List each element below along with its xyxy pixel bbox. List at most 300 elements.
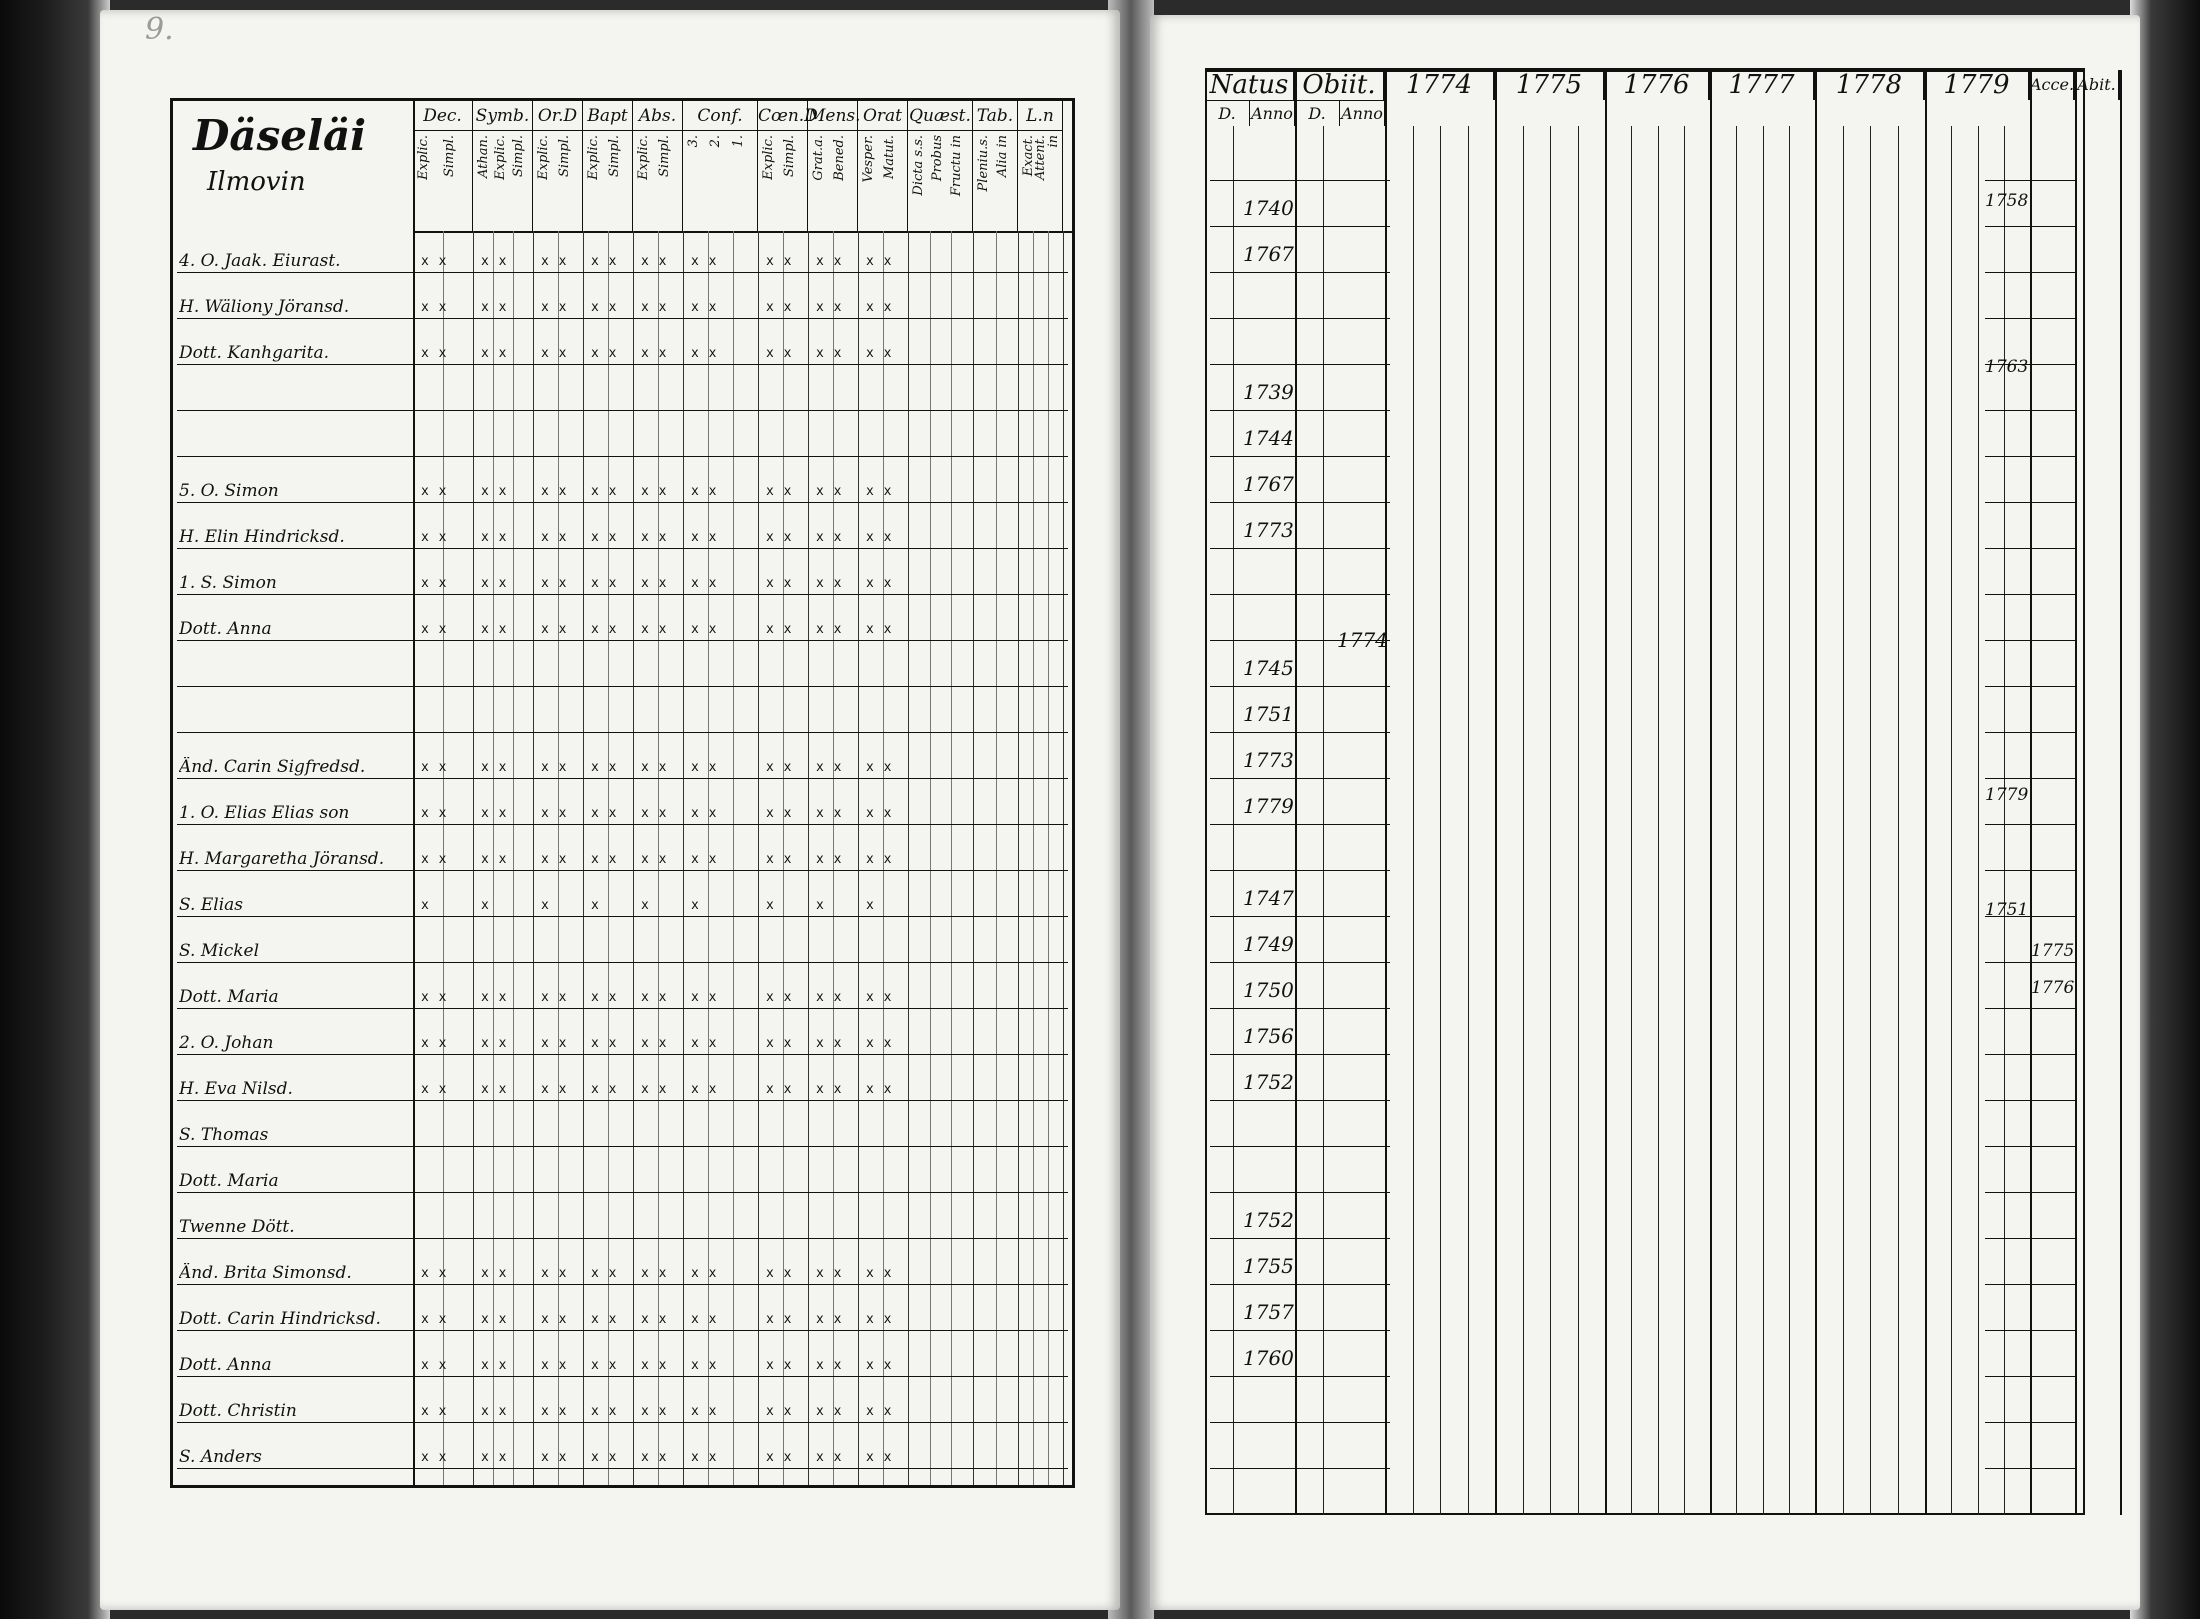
subheader-label: Grat.a. bbox=[811, 135, 826, 181]
grade-mark: x x bbox=[591, 346, 618, 361]
sub-column-rule bbox=[1578, 126, 1579, 1515]
grade-mark: x x bbox=[641, 990, 668, 1005]
row-rule bbox=[1210, 1376, 1300, 1377]
row-rule bbox=[1985, 226, 2030, 227]
grade-mark: x x bbox=[816, 760, 843, 775]
sub-column-rule bbox=[1550, 126, 1551, 1515]
grade-mark: x x bbox=[421, 1266, 448, 1281]
column-rule bbox=[1495, 70, 1497, 1515]
register-row bbox=[173, 1299, 1072, 1331]
grade-mark: x x bbox=[816, 1036, 843, 1051]
grade-mark: x x bbox=[421, 806, 448, 821]
column-subheader-dec bbox=[413, 131, 473, 231]
register-row bbox=[173, 839, 1072, 871]
row-rule bbox=[1210, 1468, 1300, 1469]
sub-column-rule bbox=[1523, 126, 1524, 1515]
grade-mark: x x bbox=[866, 254, 893, 269]
subheader-label: in bbox=[1045, 135, 1061, 148]
grade-mark: x bbox=[766, 898, 775, 913]
year-header: Natus bbox=[1205, 70, 1295, 100]
row-rule bbox=[177, 1192, 1068, 1193]
grade-mark: x x bbox=[691, 300, 718, 315]
person-name: S. Mickel bbox=[179, 941, 260, 961]
birth-year: 1756 bbox=[1243, 1024, 1294, 1048]
year-header: Obiit. bbox=[1295, 70, 1385, 100]
grade-mark: x x bbox=[816, 484, 843, 499]
row-rule bbox=[2030, 962, 2075, 963]
grade-mark: x x bbox=[591, 806, 618, 821]
grade-mark: x x bbox=[591, 1082, 618, 1097]
row-rule bbox=[1300, 1146, 1390, 1147]
grade-mark: x x bbox=[641, 254, 668, 269]
grade-mark: x x bbox=[641, 300, 668, 315]
grade-mark: x x bbox=[816, 254, 843, 269]
grade-mark: x x bbox=[641, 852, 668, 867]
row-rule bbox=[1300, 502, 1390, 503]
grade-mark: x x bbox=[866, 1312, 893, 1327]
grade-mark: x x bbox=[766, 576, 793, 591]
right-table-frame bbox=[1205, 70, 2085, 1515]
birth-year: 1767 bbox=[1243, 472, 1294, 496]
column-subheader-abs bbox=[633, 131, 683, 231]
sub-header: D. bbox=[1205, 100, 1250, 126]
grade-mark: x x bbox=[866, 530, 893, 545]
grade-mark: x x bbox=[481, 1358, 508, 1373]
subheader-label: Explic. bbox=[493, 135, 509, 180]
row-rule bbox=[1985, 410, 2030, 411]
grade-mark: x x bbox=[541, 1312, 568, 1327]
sub-header: Anno bbox=[1340, 100, 1385, 126]
sub-column-rule bbox=[1763, 126, 1764, 1515]
catechetical-register-table bbox=[170, 98, 1075, 1488]
register-row bbox=[173, 1345, 1072, 1377]
row-rule bbox=[1985, 548, 2030, 549]
grade-mark: x x bbox=[591, 1266, 618, 1281]
row-rule bbox=[1210, 1054, 1300, 1055]
register-row bbox=[173, 1161, 1072, 1193]
row-rule bbox=[1300, 364, 1390, 365]
row-rule bbox=[1210, 1008, 1300, 1009]
sub-column-rule bbox=[1843, 126, 1844, 1515]
row-rule bbox=[1210, 180, 1300, 181]
grade-mark: x x bbox=[816, 346, 843, 361]
book-binding-right bbox=[2130, 0, 2200, 1619]
grade-mark: x x bbox=[866, 300, 893, 315]
grade-mark: x x bbox=[816, 990, 843, 1005]
column-subheader-ord bbox=[533, 131, 583, 231]
grade-mark: x x bbox=[541, 1404, 568, 1419]
column-rule bbox=[1605, 70, 1607, 1515]
row-rule bbox=[1985, 272, 2030, 273]
grade-mark: x bbox=[816, 898, 825, 913]
grade-mark: x x bbox=[766, 852, 793, 867]
grade-mark: x x bbox=[541, 1358, 568, 1373]
sub-column-rule bbox=[2004, 126, 2005, 1515]
register-row bbox=[173, 977, 1072, 1009]
row-rule bbox=[177, 502, 1068, 503]
register-row bbox=[173, 1207, 1072, 1239]
row-rule bbox=[2030, 502, 2075, 503]
column-subheader-ln bbox=[1018, 131, 1063, 231]
row-rule bbox=[1300, 226, 1390, 227]
grade-mark: x x bbox=[421, 300, 448, 315]
grade-mark: x x bbox=[481, 300, 508, 315]
grade-mark: x x bbox=[816, 576, 843, 591]
accessit-year: 1779 bbox=[1985, 784, 2029, 805]
accessit-year: 1758 bbox=[1985, 191, 2029, 212]
row-rule bbox=[1210, 226, 1300, 227]
person-name: Dott. Anna bbox=[179, 1355, 272, 1375]
book-binding-left bbox=[0, 0, 110, 1619]
register-row bbox=[173, 563, 1072, 595]
row-rule bbox=[1300, 824, 1390, 825]
grade-mark: x x bbox=[816, 1266, 843, 1281]
row-rule bbox=[177, 1468, 1068, 1469]
grade-mark: x x bbox=[766, 1082, 793, 1097]
row-rule bbox=[2030, 732, 2075, 733]
row-rule bbox=[1300, 1054, 1390, 1055]
person-name: 1. S. Simon bbox=[179, 573, 277, 593]
row-rule bbox=[177, 686, 1068, 687]
row-rule bbox=[2030, 318, 2075, 319]
birth-year: 1773 bbox=[1243, 748, 1294, 772]
sub-column-rule bbox=[1233, 126, 1234, 1515]
column-header-cond: Cœn.D bbox=[758, 101, 808, 131]
row-rule bbox=[1300, 318, 1390, 319]
register-row bbox=[173, 1437, 1072, 1469]
register-row bbox=[173, 1115, 1072, 1147]
year-header: Acce. bbox=[2030, 70, 2075, 100]
grade-mark: x x bbox=[816, 852, 843, 867]
row-rule bbox=[2030, 594, 2075, 595]
column-subheader-conf bbox=[683, 131, 758, 231]
row-rule bbox=[2030, 870, 2075, 871]
person-name: 4. O. Jaak. Eiurast. bbox=[179, 251, 341, 271]
birth-year: 1752 bbox=[1243, 1208, 1294, 1232]
grade-mark: x x bbox=[691, 346, 718, 361]
village-name: Ilmovin bbox=[207, 167, 306, 197]
grade-mark: x x bbox=[866, 1266, 893, 1281]
person-name: 1. O. Elias Elias son bbox=[179, 803, 350, 823]
subheader-label: Explic. bbox=[536, 135, 551, 180]
year-header: 1777 bbox=[1710, 70, 1815, 100]
grade-mark: x x bbox=[766, 760, 793, 775]
sub-column-rule bbox=[1951, 126, 1952, 1515]
sub-header: D. bbox=[1295, 100, 1340, 126]
grade-mark: x x bbox=[866, 1450, 893, 1465]
row-rule bbox=[177, 916, 1068, 917]
subheader-label: Matut. bbox=[882, 135, 897, 180]
column-rule bbox=[2075, 70, 2077, 1515]
grade-mark: x x bbox=[481, 254, 508, 269]
grade-mark: x x bbox=[481, 530, 508, 545]
row-rule bbox=[1985, 502, 2030, 503]
birth-year: 1749 bbox=[1243, 932, 1294, 956]
grade-mark: x x bbox=[421, 254, 448, 269]
row-rule bbox=[2030, 1376, 2075, 1377]
row-rule bbox=[1300, 1422, 1390, 1423]
row-rule bbox=[1985, 1468, 2030, 1469]
grade-mark: x x bbox=[691, 530, 718, 545]
grade-mark: x x bbox=[591, 576, 618, 591]
grade-mark: x x bbox=[541, 990, 568, 1005]
register-row bbox=[173, 793, 1072, 825]
grade-mark: x bbox=[591, 898, 600, 913]
row-rule bbox=[1210, 640, 1300, 641]
grade-mark: x x bbox=[641, 1312, 668, 1327]
row-rule bbox=[1985, 732, 2030, 733]
birth-year: 1773 bbox=[1243, 518, 1294, 542]
row-rule bbox=[1210, 1192, 1300, 1193]
grade-mark: x x bbox=[421, 622, 448, 637]
grade-mark: x x bbox=[541, 806, 568, 821]
row-rule bbox=[2030, 1146, 2075, 1147]
column-subheader-cond bbox=[758, 131, 808, 231]
grade-mark: x x bbox=[691, 852, 718, 867]
sub-header: Anno bbox=[1250, 100, 1295, 126]
row-rule bbox=[1300, 180, 1390, 181]
row-rule bbox=[1300, 1100, 1390, 1101]
year-header: 1775 bbox=[1495, 70, 1605, 100]
row-rule bbox=[1210, 1422, 1300, 1423]
row-rule bbox=[1210, 916, 1300, 917]
row-rule bbox=[2030, 272, 2075, 273]
grade-mark: x x bbox=[641, 484, 668, 499]
grade-mark: x x bbox=[541, 760, 568, 775]
row-rule bbox=[177, 962, 1068, 963]
row-rule bbox=[1210, 962, 1300, 963]
row-rule bbox=[2030, 1468, 2075, 1469]
grade-mark: x x bbox=[541, 1266, 568, 1281]
grade-mark: x bbox=[421, 898, 430, 913]
row-rule bbox=[2030, 1330, 2075, 1331]
grade-mark: x x bbox=[421, 1312, 448, 1327]
row-rule bbox=[1300, 1192, 1390, 1193]
row-rule bbox=[1210, 456, 1300, 457]
grade-mark: x x bbox=[766, 346, 793, 361]
grade-mark: x x bbox=[691, 1082, 718, 1097]
row-rule bbox=[1300, 272, 1390, 273]
column-rule bbox=[1295, 70, 1297, 1515]
register-row bbox=[173, 931, 1072, 963]
row-rule bbox=[1985, 870, 2030, 871]
grade-mark: x bbox=[481, 898, 490, 913]
grade-mark: x x bbox=[641, 622, 668, 637]
row-rule bbox=[1210, 778, 1300, 779]
birth-year: 1744 bbox=[1243, 426, 1294, 450]
sub-column-rule bbox=[1870, 126, 1871, 1515]
subheader-label: Vesper. bbox=[861, 135, 876, 183]
row-rule bbox=[1210, 272, 1300, 273]
row-rule bbox=[2030, 548, 2075, 549]
sub-column-rule bbox=[1658, 126, 1659, 1515]
person-name: H. Elin Hindricksd. bbox=[179, 527, 345, 547]
grade-mark: x x bbox=[691, 254, 718, 269]
grade-mark: x x bbox=[691, 760, 718, 775]
grade-mark: x x bbox=[591, 760, 618, 775]
grade-mark: x x bbox=[641, 760, 668, 775]
grade-mark: x x bbox=[481, 1312, 508, 1327]
person-name: H. Margaretha Jöransd. bbox=[179, 849, 385, 869]
register-row bbox=[173, 517, 1072, 549]
grade-mark: x x bbox=[541, 852, 568, 867]
birth-year: 1779 bbox=[1243, 794, 1294, 818]
row-rule bbox=[177, 1054, 1068, 1055]
grade-mark: x x bbox=[691, 576, 718, 591]
grade-mark: x x bbox=[766, 806, 793, 821]
person-name: Dott. Maria bbox=[179, 1171, 279, 1191]
row-rule bbox=[1300, 1330, 1390, 1331]
row-rule bbox=[1210, 318, 1300, 319]
row-rule bbox=[177, 1422, 1068, 1423]
grade-mark: x x bbox=[591, 1036, 618, 1051]
subheader-label: Explic. bbox=[416, 135, 431, 180]
column-subheader-tab bbox=[973, 131, 1018, 231]
person-name: Dott. Kanhgarita. bbox=[179, 343, 330, 363]
grade-mark: x x bbox=[866, 1036, 893, 1051]
person-name: H. Eva Nilsd. bbox=[179, 1079, 293, 1099]
subheader-label: Athan. bbox=[476, 135, 491, 179]
grade-mark: x x bbox=[421, 1450, 448, 1465]
grade-mark: x x bbox=[481, 622, 508, 637]
grade-mark: x x bbox=[766, 484, 793, 499]
register-row bbox=[173, 1391, 1072, 1423]
row-rule bbox=[1985, 778, 2030, 779]
row-rule bbox=[2030, 456, 2075, 457]
grade-mark: x x bbox=[541, 254, 568, 269]
grade-mark: x x bbox=[421, 484, 448, 499]
sub-column-rule bbox=[1789, 126, 1790, 1515]
row-rule bbox=[1300, 594, 1390, 595]
grade-mark: x x bbox=[591, 622, 618, 637]
grade-mark: x x bbox=[766, 622, 793, 637]
row-rule bbox=[1210, 1284, 1300, 1285]
birth-year: 1751 bbox=[1243, 702, 1294, 726]
grade-mark: x x bbox=[691, 806, 718, 821]
grade-mark: x x bbox=[591, 300, 618, 315]
birth-year: 1740 bbox=[1243, 196, 1294, 220]
birth-year: 1767 bbox=[1243, 242, 1294, 266]
row-rule bbox=[1985, 180, 2030, 181]
grade-mark: x x bbox=[481, 1082, 508, 1097]
column-header-symb: Symb. bbox=[473, 101, 533, 131]
year-header: Abit. bbox=[2075, 70, 2120, 100]
grade-mark: x bbox=[866, 898, 875, 913]
person-name: H. Wäliony Jöransd. bbox=[179, 297, 350, 317]
grade-mark: x x bbox=[481, 484, 508, 499]
grade-mark: x x bbox=[481, 806, 508, 821]
birth-year: 1745 bbox=[1243, 656, 1294, 680]
row-rule bbox=[2030, 1238, 2075, 1239]
grade-mark: x x bbox=[421, 1358, 448, 1373]
row-rule bbox=[1210, 594, 1300, 595]
birth-year: 1757 bbox=[1243, 1300, 1294, 1324]
grade-mark: x x bbox=[816, 300, 843, 315]
grade-mark: x x bbox=[481, 1450, 508, 1465]
person-name: Dott. Maria bbox=[179, 987, 279, 1007]
column-rule bbox=[2120, 70, 2122, 1515]
row-rule bbox=[1985, 1376, 2030, 1377]
register-row bbox=[173, 287, 1072, 319]
person-name: S. Elias bbox=[179, 895, 243, 915]
column-subheader-mens bbox=[808, 131, 858, 231]
row-rule bbox=[2030, 1284, 2075, 1285]
row-rule bbox=[1300, 456, 1390, 457]
row-rule bbox=[177, 364, 1068, 365]
column-header-abs: Abs. bbox=[633, 101, 683, 131]
column-header-ord: Or.D bbox=[533, 101, 583, 131]
row-rule bbox=[177, 1100, 1068, 1101]
row-rule bbox=[2030, 640, 2075, 641]
birth-year: 1747 bbox=[1243, 886, 1294, 910]
row-rule bbox=[177, 778, 1068, 779]
grade-mark: x x bbox=[541, 1036, 568, 1051]
grade-mark: x x bbox=[766, 530, 793, 545]
column-rule bbox=[1815, 70, 1817, 1515]
grade-mark: x x bbox=[866, 1082, 893, 1097]
row-rule bbox=[177, 318, 1068, 319]
register-row bbox=[173, 241, 1072, 273]
row-rule bbox=[2030, 1192, 2075, 1193]
row-rule bbox=[2030, 1054, 2075, 1055]
row-rule bbox=[2030, 824, 2075, 825]
grade-mark: x x bbox=[641, 1450, 668, 1465]
person-name: Änd. Brita Simonsd. bbox=[179, 1263, 352, 1283]
grade-mark: x x bbox=[641, 530, 668, 545]
row-rule bbox=[1300, 916, 1390, 917]
grade-mark: x bbox=[541, 898, 550, 913]
person-name: Dott. Carin Hindricksd. bbox=[179, 1309, 381, 1329]
column-header-conf: Conf. bbox=[683, 101, 758, 131]
row-rule bbox=[1300, 732, 1390, 733]
grade-mark: x x bbox=[866, 1358, 893, 1373]
grade-mark: x x bbox=[591, 254, 618, 269]
grade-mark: x x bbox=[866, 484, 893, 499]
register-row bbox=[173, 379, 1072, 411]
row-rule bbox=[1210, 686, 1300, 687]
person-name: S. Thomas bbox=[179, 1125, 269, 1145]
row-rule bbox=[1985, 1008, 2030, 1009]
abiit-year: 1775 bbox=[2031, 941, 2075, 962]
grade-mark: x x bbox=[591, 852, 618, 867]
register-row bbox=[173, 1023, 1072, 1055]
year-header: 1778 bbox=[1815, 70, 1925, 100]
grade-mark: x x bbox=[816, 1082, 843, 1097]
accessit-year: 1751 bbox=[1985, 899, 2029, 920]
grade-mark: x x bbox=[481, 1036, 508, 1051]
sub-column-rule bbox=[1468, 126, 1469, 1515]
row-rule bbox=[2030, 410, 2075, 411]
row-rule bbox=[1985, 686, 2030, 687]
grade-mark: x x bbox=[591, 530, 618, 545]
row-rule bbox=[1985, 824, 2030, 825]
accessit-year: 1763 bbox=[1985, 357, 2029, 377]
grade-mark: x x bbox=[866, 852, 893, 867]
grade-mark: x x bbox=[591, 1358, 618, 1373]
subheader-label: Bened. bbox=[832, 135, 847, 181]
column-subheader-quaest bbox=[908, 131, 973, 231]
row-rule bbox=[2030, 1100, 2075, 1101]
row-rule bbox=[1300, 548, 1390, 549]
sub-column-rule bbox=[1631, 126, 1632, 1515]
birth-year: 1739 bbox=[1243, 380, 1294, 404]
row-rule bbox=[2030, 916, 2075, 917]
subheader-label: Simpl. bbox=[510, 135, 526, 178]
grade-mark: x x bbox=[866, 622, 893, 637]
birth-year: 1760 bbox=[1243, 1346, 1294, 1370]
row-rule bbox=[177, 1146, 1068, 1147]
column-header-ln: L.n bbox=[1018, 101, 1063, 131]
